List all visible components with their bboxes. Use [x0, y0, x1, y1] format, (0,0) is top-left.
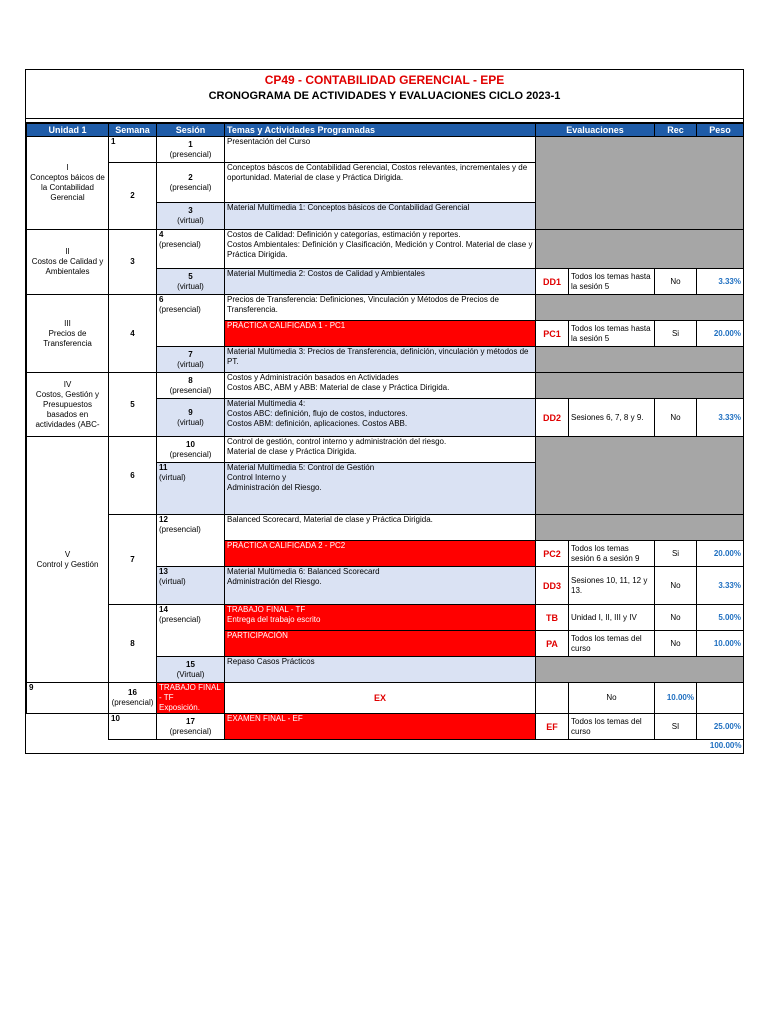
eval-empty-cell	[536, 373, 744, 399]
eval-code-dd2: DD2	[536, 399, 569, 437]
sheet-header	[26, 70, 743, 119]
topic-cell-ef: EXAMEN FINAL - EF	[225, 714, 536, 740]
topic-cell: Material Multimedia 2: Costos de Calidad y Ambientales	[225, 269, 536, 295]
eval-rec: No	[655, 605, 697, 631]
schedule-table	[26, 123, 744, 753]
topic-cell: Costos y Administración basados en Actividades Costos ABC, ABM y ABB: Material de clase y Práctica Dirigida.	[225, 373, 536, 399]
topic-cell-tf-exposicion: TRABAJO FINAL - TF Exposición.	[157, 683, 225, 714]
week-cell: 3	[109, 230, 157, 295]
schedule-sheet	[25, 69, 744, 754]
week-cell: 8	[109, 605, 157, 683]
week-cell: 2	[109, 163, 157, 230]
week-cell: 10	[109, 714, 157, 740]
eval-rec: No	[655, 399, 697, 437]
eval-code-pa: PA	[536, 631, 569, 657]
unit-cell-1: I Conceptos báicos de la Contabilidad Gerencial	[27, 137, 109, 230]
table-row	[27, 373, 744, 399]
eval-empty-cell	[536, 437, 744, 515]
col-temas: Temas y Actividades Programadas	[225, 124, 536, 137]
eval-peso: 3.33%	[697, 567, 744, 605]
eval-code-ex: EX	[225, 683, 536, 714]
session-cell: 5 (virtual)	[157, 269, 225, 295]
topic-cell: Presentación del Curso	[225, 137, 536, 163]
eval-peso: 20.00%	[697, 321, 744, 347]
eval-desc: Todos los temas hasta la sesión 5	[569, 269, 655, 295]
session-cell: 16 (presencial)	[109, 683, 157, 714]
session-cell: 6 (presencial)	[157, 295, 225, 347]
col-semana: Semana	[109, 124, 157, 137]
eval-desc: Todos los temas del curso	[569, 714, 655, 740]
topic-cell: Conceptos báscos de Contabilidad Gerencial, Costos relevantes, incrementales y de oportunidad. Material de clase y Práctica Dirigida.	[225, 163, 536, 203]
col-rec: Rec	[655, 124, 697, 137]
table-row	[27, 137, 744, 163]
week-cell: 1	[109, 137, 157, 163]
eval-rec: Si	[655, 541, 697, 567]
session-cell: 15 (Virtual)	[157, 657, 225, 683]
col-evaluaciones: Evaluaciones	[536, 124, 655, 137]
eval-desc: Sesiones 6, 7, 8 y 9.	[569, 399, 655, 437]
table-header-row	[27, 124, 744, 137]
topic-cell: Material Multimedia 4: Costos ABC: definición, flujo de costos, inductores. Costos ABM: definición, aplicaciones. Costos ABB.	[225, 399, 536, 437]
session-cell: 3 (virtual)	[157, 203, 225, 230]
topic-cell: Costos de Calidad: Definición y categorías, estimación y reportes. Costos Ambientales: Definición y Clasificación, Medición y Control. Material de clase y Práctica Dirigida.	[225, 230, 536, 269]
week-cell: 9	[27, 683, 109, 714]
session-cell: 2 (presencial)	[157, 163, 225, 203]
session-cell: 9 (virtual)	[157, 399, 225, 437]
eval-desc: Todos los temas sesión 6 a sesión 9	[569, 541, 655, 567]
eval-peso: 10.00%	[655, 683, 697, 714]
session-cell: 11 (virtual)	[157, 463, 225, 515]
topic-cell-participacion: PARTICIPACIÓN	[225, 631, 536, 657]
eval-empty-cell	[536, 230, 744, 269]
eval-peso: 3.33%	[697, 269, 744, 295]
topic-cell-tf: TRABAJO FINAL - TF Entrega del trabajo escrito	[225, 605, 536, 631]
session-cell: 8 (presencial)	[157, 373, 225, 399]
eval-peso: 25.00%	[697, 714, 744, 740]
session-cell: 12 (presencial)	[157, 515, 225, 567]
session-cell: 4 (presencial)	[157, 230, 225, 269]
table-row	[27, 295, 744, 321]
eval-rec: SI	[655, 714, 697, 740]
week-cell: 7	[109, 515, 157, 605]
topic-cell-pc1: PRÁCTICA CALIFICADA 1 - PC1	[225, 321, 536, 347]
eval-desc: Sesiones 10, 11, 12 y 13.	[569, 567, 655, 605]
schedule-subtitle: CRONOGRAMA DE ACTIVIDADES Y EVALUACIONES CICLO 2023-1	[208, 90, 561, 102]
eval-desc: Todos los temas del curso	[569, 631, 655, 657]
eval-code-dd3: DD3	[536, 567, 569, 605]
total-peso: 100.00%	[709, 741, 742, 751]
eval-peso: 5.00%	[697, 605, 744, 631]
table-row	[27, 437, 744, 463]
session-cell: 17 (presencial)	[157, 714, 225, 740]
eval-code-dd1: DD1	[536, 269, 569, 295]
eval-rec: No	[655, 567, 697, 605]
eval-empty-cell	[536, 515, 744, 541]
eval-empty-cell	[536, 137, 744, 230]
week-cell: 6	[109, 437, 157, 515]
topic-cell: Balanced Scorecard, Material de clase y Práctica Dirigida.	[225, 515, 536, 541]
eval-desc: Todos los temas hasta la sesión 5	[569, 321, 655, 347]
eval-rec: No	[655, 269, 697, 295]
eval-empty-cell	[536, 347, 744, 373]
table-row	[27, 230, 744, 269]
eval-code-tb: TB	[536, 605, 569, 631]
eval-desc: Unidad I, II, III y IV	[569, 605, 655, 631]
eval-code-pc2: PC2	[536, 541, 569, 567]
topic-cell: Precios de Transferencia: Definiciones, Vinculación y Métodos de Precios de Transferencia.	[225, 295, 536, 321]
topic-cell: Control de gestión, control interno y administración del riesgo. Material de clase y Práctica Dirigida.	[225, 437, 536, 463]
eval-peso: 20.00%	[697, 541, 744, 567]
unit-cell-4: IV Costos, Gestión y Presupuestos basados en actividades (ABC-	[27, 373, 109, 437]
unit-cell-2: II Costos de Calidad y Ambientales	[27, 230, 109, 295]
course-title: CP49 - CONTABILIDAD GERENCIAL - EPE	[264, 73, 505, 87]
week-cell: 5	[109, 373, 157, 437]
eval-empty-cell	[536, 657, 744, 683]
eval-peso: 3.33%	[697, 399, 744, 437]
table-row	[27, 605, 744, 631]
eval-rec: No	[569, 683, 655, 714]
table-row	[27, 714, 744, 740]
eval-peso: 10.00%	[697, 631, 744, 657]
eval-rec: No	[655, 631, 697, 657]
unit-cell-5: V Control y Gestión	[27, 437, 109, 683]
topic-cell: Material Multimedia 1: Conceptos básicos de Contabilidad Gerencial	[225, 203, 536, 230]
topic-cell-pc2: PRÁCTICA CALIFICADA 2 - PC2	[225, 541, 536, 567]
table-row	[27, 683, 744, 714]
eval-code-pc1: PC1	[536, 321, 569, 347]
eval-desc	[536, 683, 569, 714]
col-peso: Peso	[697, 124, 744, 137]
eval-rec: Si	[655, 321, 697, 347]
topic-cell: Repaso Casos Prácticos	[225, 657, 536, 683]
eval-code-ef: EF	[536, 714, 569, 740]
unit-cell-3: III Precios de Transferencia	[27, 295, 109, 373]
week-cell: 4	[109, 295, 157, 373]
topic-cell: Material Multimedia 3: Precios de Transferencia, definición, vinculación y métodos de PT.	[225, 347, 536, 373]
col-unidad: Unidad 1	[27, 124, 109, 137]
eval-empty-cell	[536, 295, 744, 321]
topic-cell: Material Multimedia 6: Balanced Scorecard Administración del Riesgo.	[225, 567, 536, 605]
session-cell: 14 (presencial)	[157, 605, 225, 657]
session-cell: 10 (presencial)	[157, 437, 225, 463]
session-cell: 1 (presencial)	[157, 137, 225, 163]
col-sesion: Sesión	[157, 124, 225, 137]
table-row	[27, 515, 744, 541]
session-cell: 13 (virtual)	[157, 567, 225, 605]
topic-cell: Material Multimedia 5: Control de Gestión Control Interno y Administración del Riesgo.	[225, 463, 536, 515]
total-row	[27, 740, 744, 753]
session-cell: 7 (virtual)	[157, 347, 225, 373]
